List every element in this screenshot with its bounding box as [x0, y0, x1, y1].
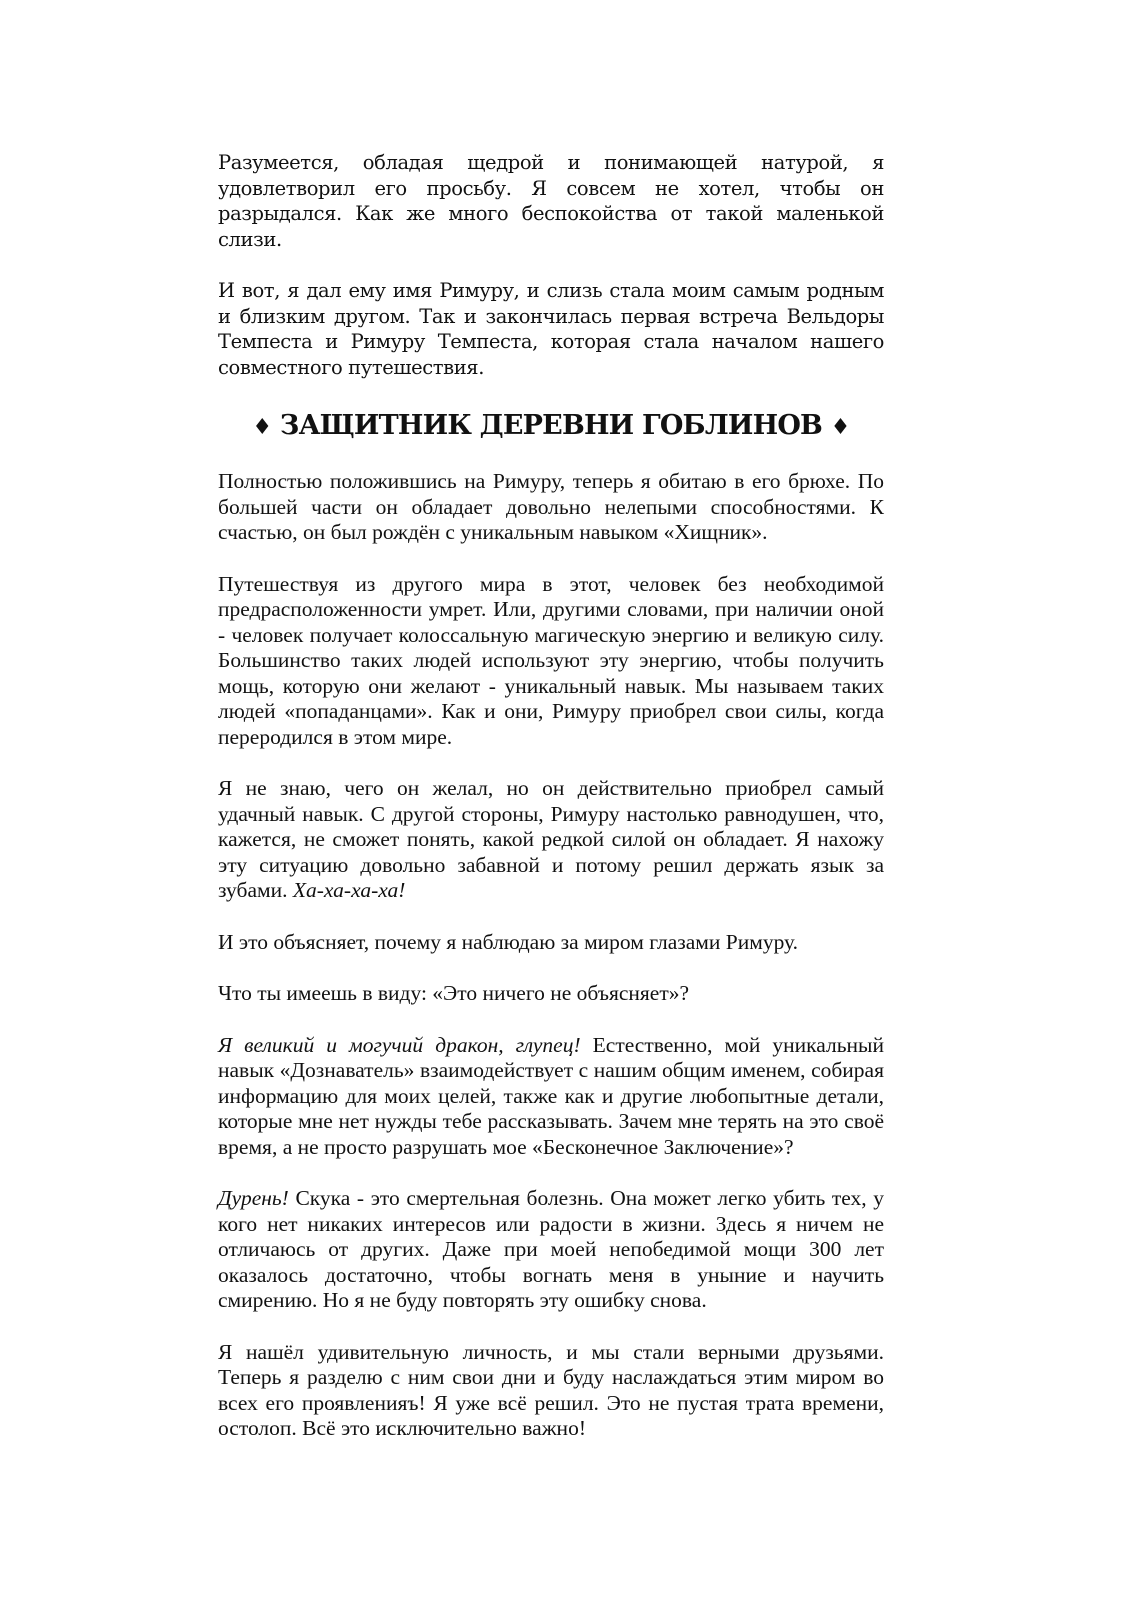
paragraph-text: Путешествуя из другого мира в этот, человек без необходимой предрасположенности умрет. Или, другими словами, при наличии оной - человек получает колоссальную магическую энергию и великую силу. Большинство таких людей используют эту энергию, чтобы получить мощь, которую они желают - уникальный навык. Мы называем таких людей «попаданцами». Как и они, Римуру приобрел свои силы, когда переродился в этом мире.	[218, 571, 884, 749]
italic-laugh-text: Ха-ха-ха-ха!	[292, 878, 406, 902]
paragraph-text: Что ты имеешь в виду: «Это ничего не объясняет»?	[218, 981, 690, 1005]
paragraph-1	[218, 150, 884, 252]
italic-exclamation-text: Дурень!	[218, 1186, 289, 1210]
paragraph-5	[218, 776, 884, 904]
section-heading	[218, 410, 884, 443]
diamond-ornament-icon: ♦	[252, 414, 272, 440]
paragraph-text: Скука - это смертельная болезнь. Она может легко убить тех, у кого нет никаких интересов или радости в жизни. Здесь я ничем не отличаюсь от других. Даже при моей непобедимой мощи 300 лет оказалось достаточно, чтобы вогнать меня в уныние и научить смирению. Но я не буду повторять эту ошибку снова.	[218, 1186, 884, 1312]
paragraph-text: Полностью положившись на Римуру, теперь я обитаю в его брюхе. По большей части он обладает довольно нелепыми способностями. К счастью, он был рождён с уникальным навыком «Хищник».	[218, 469, 884, 544]
paragraph-text: И это объясняет, почему я наблюдаю за миром глазами Римуру.	[218, 929, 799, 954]
paragraph-7	[218, 981, 884, 1007]
paragraph-text: И вот, я дал ему имя Римуру, и слизь стала моим самым родным и близким другом. Так и закончилась первая встреча Вельдоры Темпеста и Римуру Темпеста, которая стала началом нашего совместного путешествия.	[218, 279, 884, 379]
paragraph-6	[218, 930, 884, 956]
diamond-ornament-icon: ♦	[830, 414, 850, 440]
italic-exclamation-text: Я великий и могучий дракон, глупец!	[218, 1032, 581, 1057]
paragraph-3	[218, 469, 884, 546]
paragraph-text: Я не знаю, чего он желал, но он действительно приобрел самый удачный навык. С другой стороны, Римуру настолько равнодушен, что, кажется, не сможет понять, какой редкой силой он обладает. Я нахожу эту ситуацию довольно забавной и потому решил держать язык за зубами.	[218, 776, 884, 902]
paragraph-4	[218, 572, 884, 751]
section-heading-text: ЗАЩИТНИК ДЕРЕВНИ ГОБЛИНОВ	[279, 410, 823, 441]
paragraph-text: Естественно, мой уникальный навык «Дознаватель» взаимодействует с нашим общим именем, собирая информацию для моих целей, также как и другие любопытные детали, которые мне нет нужды тебе рассказывать. Зачем мне терять на это своё время, а не просто разрушать мое «Бесконечное Заключение»?	[218, 1032, 884, 1159]
paragraph-2	[218, 278, 884, 380]
paragraph-8	[218, 1033, 884, 1161]
paragraph-text: Разумеется, обладая щедрой и понимающей натурой, я удовлетворил его просьбу. Я совсем не хотел, чтобы он разрыдался. Как же много беспокойства от такой маленькой слизи.	[218, 151, 884, 251]
paragraph-10	[218, 1340, 884, 1442]
document-page	[218, 150, 884, 1468]
paragraph-text: Я нашёл удивительную личность, и мы стали верными друзьями. Теперь я разделю с ним свои дни и буду наслаждаться этим миром во всех его проявленияъ! Я уже всё решил. Это не пустая трата времени, остолоп. Всё это исключительно важно!	[218, 1339, 884, 1440]
paragraph-9	[218, 1186, 884, 1314]
